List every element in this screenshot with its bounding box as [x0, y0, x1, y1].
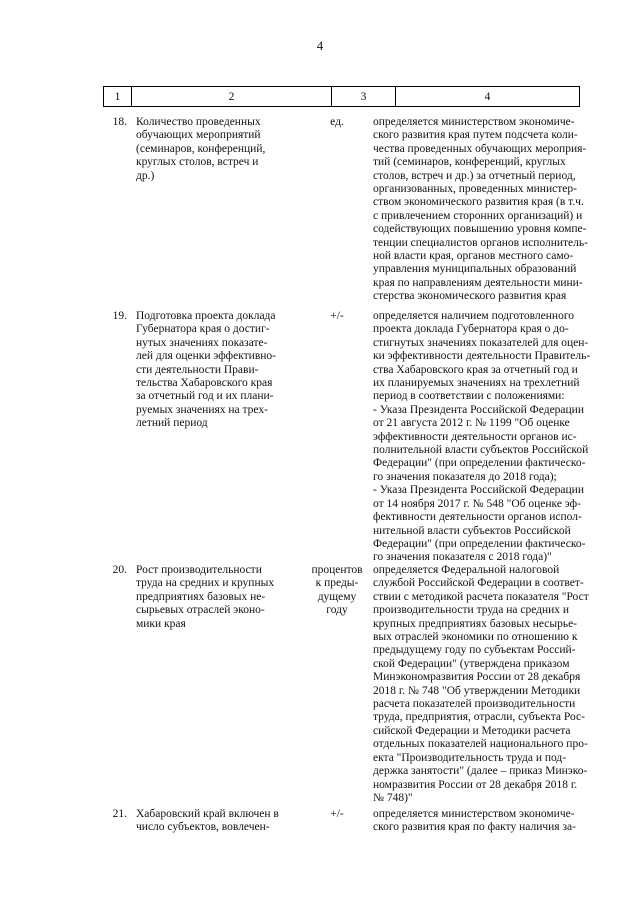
name-line: Губернатора края о достиг-: [136, 323, 270, 336]
header-col-3: 3: [332, 87, 396, 106]
desc-line: сийской Федерации и Методики расчета: [373, 724, 571, 737]
desc-line: вых отраслей экономики по отношению к: [373, 631, 578, 644]
desc-line: тий (семинаров, конференций, круглых: [373, 156, 566, 169]
desc-line: организованных, проведенных министер-: [373, 183, 577, 196]
name-line: нутых значениях показате-: [136, 336, 268, 349]
desc-line: ского развития края по факту наличия за-: [373, 821, 576, 834]
row-number: 20.: [112, 564, 127, 576]
desc-line: стерства экономического развития края: [373, 290, 567, 303]
desc-line: расчета показателей производительности: [373, 698, 576, 711]
unit-of-measure: [305, 564, 369, 618]
desc-line: го значения показателя до 2018 года);: [373, 470, 557, 483]
name-line: лей для оценки эффективно-: [136, 350, 276, 363]
header-col-4: 4: [484, 90, 491, 103]
row-number: 19.: [112, 310, 127, 322]
desc-line: чества проведенных обучающих мероприя-: [373, 142, 587, 155]
desc-line: фективности деятельности органов испол-: [373, 511, 582, 524]
indicator-description: [373, 116, 588, 304]
desc-line: - Указа Президента Российской Федерации: [373, 484, 584, 497]
desc-line: ской Федерации" (утверждена приказом: [373, 657, 570, 670]
desc-line: ки эффективности деятельности Правитель-: [373, 350, 591, 363]
unit-line: году: [326, 604, 348, 617]
name-line: летний период: [136, 417, 208, 430]
desc-line: ства Хабаровского края за отчетный год и: [373, 363, 578, 376]
header-col-2: 2: [132, 87, 332, 106]
indicator-description: [373, 564, 589, 805]
desc-line: определяется наличием подготовленного: [373, 310, 575, 322]
indicator-name: [136, 564, 304, 631]
unit-of-measure: [305, 808, 369, 821]
desc-line: столов, встреч и др.) за отчетный период,: [373, 169, 576, 182]
desc-line: номразвития России от 28 декабря 2018 г.: [373, 778, 578, 791]
name-line: сырьевых отраслей эконо-: [136, 604, 265, 617]
page-number: 4: [316, 38, 324, 53]
desc-line: определяется министерством экономиче-: [373, 808, 575, 820]
name-line: сти деятельности Прави-: [136, 363, 259, 376]
desc-line: края по направлениям деятельности мини-: [373, 276, 583, 289]
name-line: тельства Хабаровского края: [136, 377, 273, 390]
desc-line: 2018 г. № 748 "Об утверждении Методики: [373, 684, 581, 697]
desc-line: от 21 августа 2012 г. № 1199 "Об оценке: [373, 417, 570, 430]
header-col-1: 1: [104, 87, 132, 106]
desc-line: Минэкономразвития России от 28 декабря: [373, 671, 581, 684]
unit-of-measure: [305, 116, 369, 129]
desc-line: предыдущему году по субъектам Россий-: [373, 644, 576, 657]
desc-line: крупных предприятиях базовых несырье-: [373, 617, 578, 630]
desc-line: ной власти края, органов местного само-: [373, 250, 574, 263]
name-line: (семинаров, конференций,: [136, 142, 266, 155]
name-line: круглых столов, встреч и: [136, 156, 259, 169]
desc-line: эффективности деятельности органов ис-: [373, 430, 577, 443]
name-line: труда на средних и крупных: [136, 577, 275, 590]
desc-line: определяется Федеральной налоговой: [373, 564, 560, 576]
name-line: др.): [136, 169, 155, 182]
name-line: предприятиях базовых не-: [136, 590, 266, 603]
desc-line: № 748)": [373, 791, 413, 804]
unit-line: процентов: [311, 564, 363, 576]
desc-line: Федерации" (при определении фактическо-: [373, 457, 586, 470]
unit-line: +/-: [330, 310, 344, 322]
unit-of-measure: [305, 310, 369, 323]
desc-line: производительности труда на средних и: [373, 604, 570, 617]
desc-line: с привлечением сторонних организаций) и: [373, 209, 583, 222]
name-line: число субъектов, вовлечен-: [136, 821, 270, 834]
desc-line: ского развития края путем подсчета коли-: [373, 129, 578, 142]
name-line: обучающих мероприятий: [136, 129, 261, 142]
desc-line: период в соответствии с положениями:: [373, 390, 565, 403]
desc-line: полнительной власти субъектов Российской: [373, 444, 589, 457]
name-line: за отчетный год и их плани-: [136, 390, 274, 403]
table-header: [103, 86, 580, 107]
desc-line: труда, предприятия, отрасли, субъекта Рос-: [373, 711, 585, 724]
desc-line: проекта доклада Губернатора края о до-: [373, 323, 569, 336]
row-number: 18.: [112, 116, 127, 128]
desc-line: - Указа Президента Российской Федерации: [373, 403, 584, 416]
desc-line: тенции специалистов органов исполнитель-: [373, 236, 588, 249]
indicator-description: [373, 808, 580, 835]
name-line: Рост производительности: [136, 564, 262, 576]
indicator-name: [136, 116, 304, 183]
indicator-name: [136, 310, 304, 431]
desc-line: определяется министерством экономиче-: [373, 116, 575, 128]
desc-line: их планируемых значениях на трехлетний: [373, 377, 580, 390]
desc-line: екта "Производительность труда и под-: [373, 751, 567, 764]
name-line: руемых значениях на трех-: [136, 403, 268, 416]
unit-line: ед.: [330, 116, 344, 128]
unit-line: дущему: [317, 590, 357, 603]
name-line: Подготовка проекта доклада: [136, 310, 276, 322]
desc-line: нительной власти субъектов Российской: [373, 524, 571, 537]
name-line: мики края: [136, 617, 186, 630]
indicator-description: [373, 310, 591, 565]
desc-line: го значения показателя с 2018 года)": [373, 551, 552, 564]
desc-line: стигнутых значениях показателей для оцен-: [373, 336, 589, 349]
unit-line: +/-: [330, 808, 344, 820]
desc-line: содействующих повышению уровня компе-: [373, 223, 587, 236]
desc-line: ством экономического развития края (в т.ч.: [373, 196, 584, 209]
name-line: Хабаровский край включен в: [136, 808, 279, 820]
desc-line: отдельных показателей национального про-: [373, 738, 588, 751]
desc-line: Федерации" (при определении фактическо-: [373, 537, 586, 550]
row-number: 21.: [112, 808, 127, 820]
name-line: Количество проведенных: [136, 116, 261, 128]
desc-line: от 14 ноября 2017 г. № 548 "Об оценке эф-: [373, 497, 581, 510]
desc-line: управления муниципальных образований: [373, 263, 577, 276]
indicator-name: [136, 808, 304, 835]
desc-line: ствии с методикой расчета показателя "Рост: [373, 590, 589, 603]
desc-line: держка занятости" (далее – приказ Минэко-: [373, 765, 588, 778]
desc-line: службой Российской Федерации в соответ-: [373, 577, 584, 590]
unit-line: к преды-: [315, 577, 359, 590]
